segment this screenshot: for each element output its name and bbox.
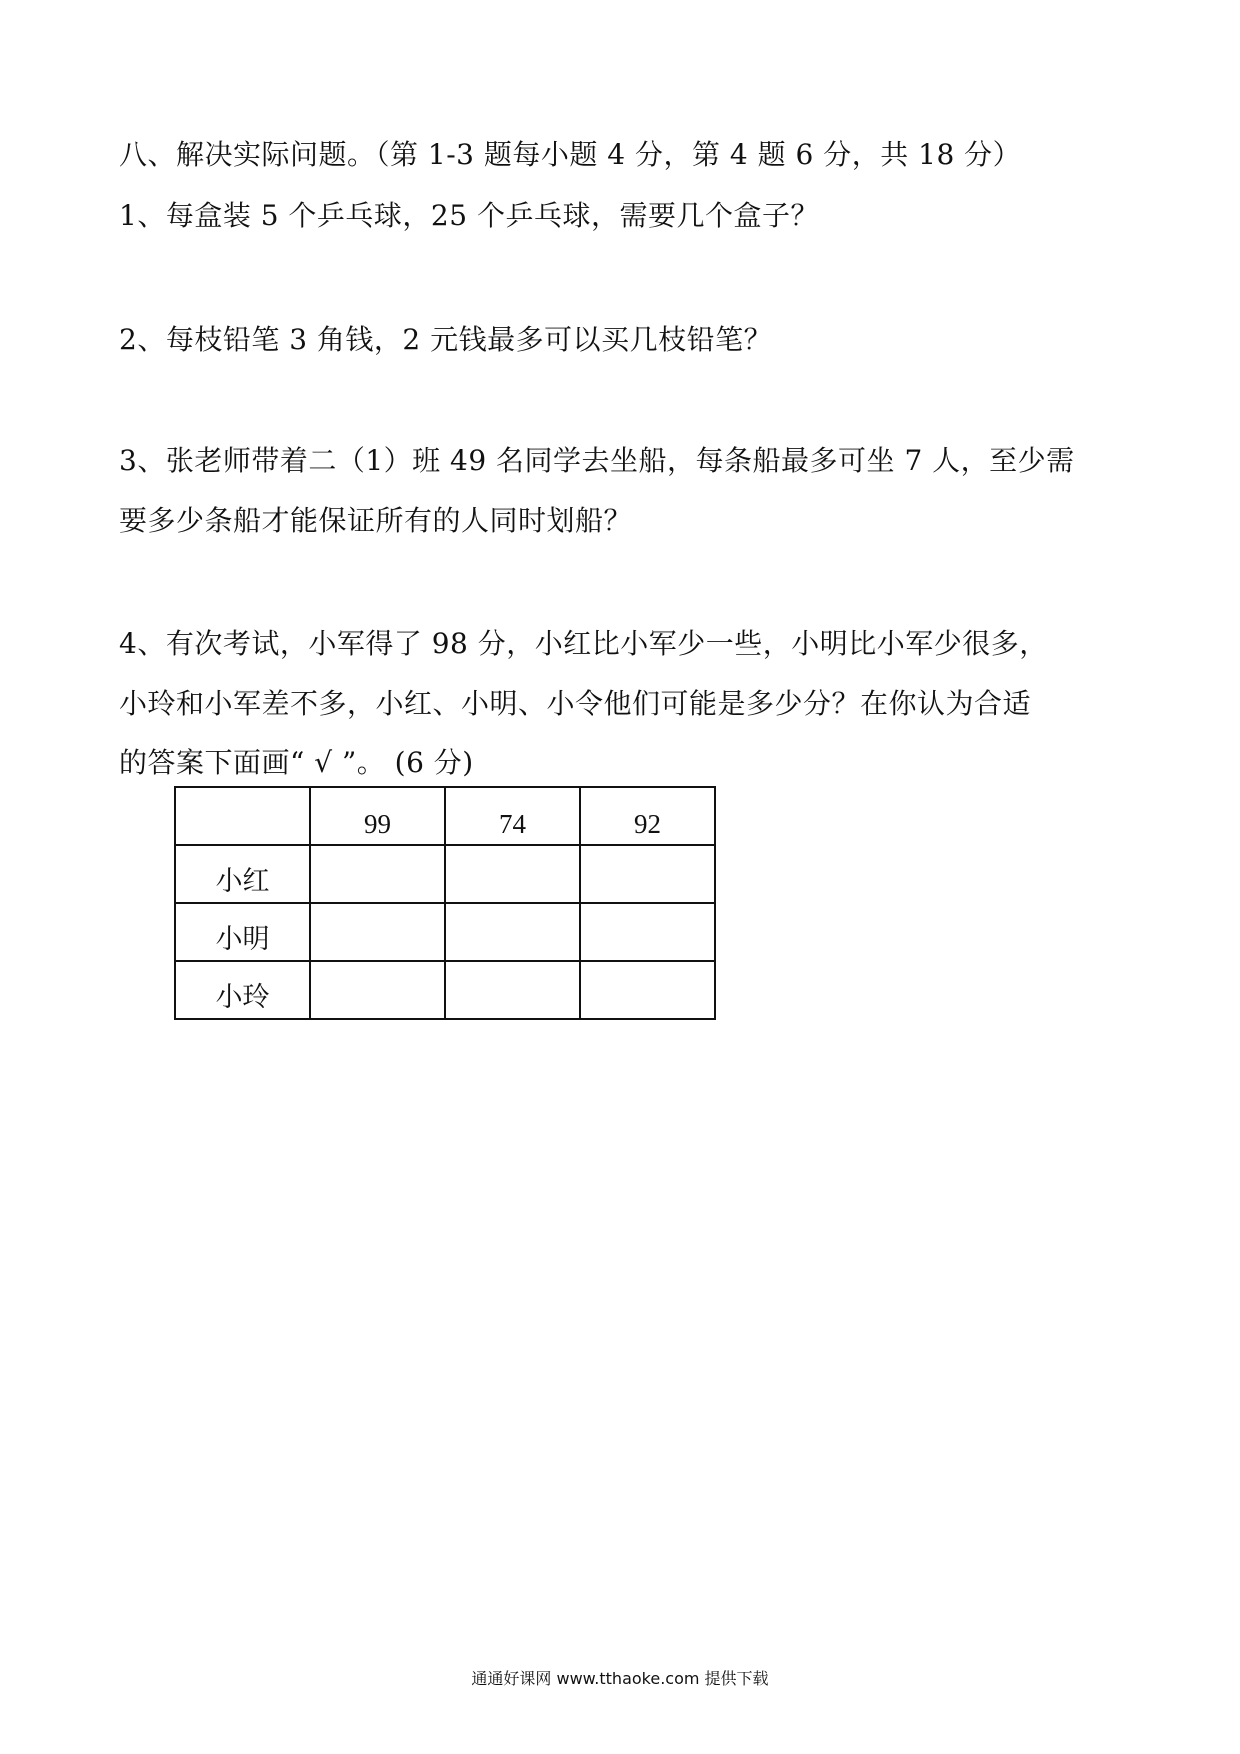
table-row bbox=[175, 845, 715, 903]
question-4-line-3: 的答案下面画“ √ ”。 (6 分) bbox=[119, 746, 474, 779]
row-label: 小明 bbox=[175, 903, 310, 961]
answer-cell[interactable] bbox=[580, 845, 715, 903]
table-header-row bbox=[175, 787, 715, 845]
question-3-line-2: 要多少条船才能保证所有的人同时划船？ bbox=[119, 504, 633, 537]
section-heading: 八、解决实际问题。（第 1-3 题每小题 4 分，第 4 题 6 分，共 18 分） bbox=[119, 138, 1022, 171]
question-4-line-1: 4、有次考试，小军得了 98 分，小红比小军少一些，小明比小军少很多， bbox=[119, 627, 1048, 660]
table-row bbox=[175, 961, 715, 1019]
answer-cell[interactable] bbox=[310, 903, 445, 961]
answer-cell[interactable] bbox=[445, 903, 580, 961]
row-label: 小红 bbox=[175, 845, 310, 903]
table-row bbox=[175, 903, 715, 961]
question-1: 1、每盒装 5 个乒乓球，25 个乒乓球，需要几个盒子？ bbox=[119, 199, 819, 232]
answer-table bbox=[174, 786, 716, 1020]
answer-cell[interactable] bbox=[580, 961, 715, 1019]
answer-cell[interactable] bbox=[310, 845, 445, 903]
table-corner-cell bbox=[175, 787, 310, 845]
answer-cell[interactable] bbox=[580, 903, 715, 961]
table-header-cell: 92 bbox=[580, 787, 715, 845]
table-header-cell: 99 bbox=[310, 787, 445, 845]
row-label: 小玲 bbox=[175, 961, 310, 1019]
answer-cell[interactable] bbox=[445, 845, 580, 903]
answer-cell[interactable] bbox=[310, 961, 445, 1019]
question-3-line-1: 3、张老师带着二（1）班 49 名同学去坐船，每条船最多可坐 7 人，至少需 bbox=[119, 444, 1075, 477]
answer-cell[interactable] bbox=[445, 961, 580, 1019]
page-footer: 通通好课网 www.tthaoke.com 提供下载 bbox=[471, 1669, 769, 1688]
table-header-cell: 74 bbox=[445, 787, 580, 845]
question-4-line-2: 小玲和小军差不多，小红、小明、小令他们可能是多少分？在你认为合适 bbox=[119, 687, 1032, 720]
question-2: 2、每枝铅笔 3 角钱，2 元钱最多可以买几枝铅笔？ bbox=[119, 323, 773, 356]
